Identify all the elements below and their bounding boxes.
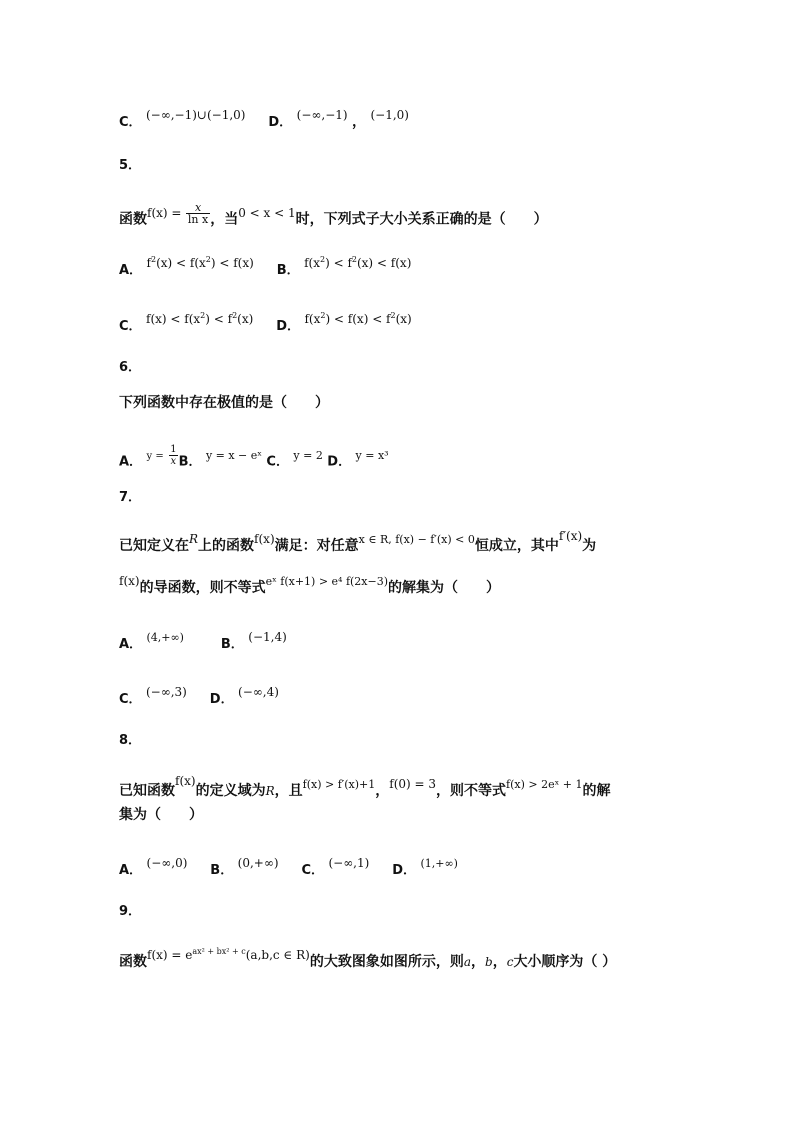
option-label-b: B．: [210, 863, 234, 878]
question-number-9: 9．: [119, 904, 142, 919]
option-label-a: A．: [119, 863, 143, 878]
q8-option-d-expression: (1,+∞): [420, 857, 458, 870]
q8-inequality: f(x) > 2eˣ + 1: [506, 778, 583, 791]
q5-option-c-expression: $f(x) < f(x^2) < f^2(x)$: [146, 311, 254, 326]
q7-options-cd: [119, 685, 694, 710]
option-label-b: B．: [220, 637, 244, 652]
q5-options-ab: [119, 255, 694, 282]
option-label-a: A．: [119, 454, 143, 470]
q7-option-c-expression: (−∞,3): [146, 685, 187, 699]
q5-option-a-expression: $f^2(x) < f(x^2) < f(x)$: [146, 255, 254, 270]
option-label-b: B．: [178, 454, 202, 470]
q6-option-d-expression: y = x³: [355, 448, 389, 462]
q5-fraction: $\frac{x}{\text{ln x}}$: [187, 201, 209, 226]
option-label-d: D．: [392, 863, 417, 878]
q6-option-c-expression: y = 2: [293, 448, 323, 462]
q9-stem: 函数$f(x) = e^{ax^2 + bx^2 + c}(a,b,c$ ∈ R)的大致图象如图所示，则a，b，c大小顺序为（ ）: [119, 947, 617, 970]
q5-function-lhs: f(x) =: [147, 205, 182, 220]
q7-stem-line-2: f(x)的导函数，则不等式eˣ f(x+1) > e⁴ f(2x−3)的解集为（ ）: [119, 578, 694, 599]
question-number-7: 7．: [119, 490, 142, 505]
q6-options: [119, 444, 694, 474]
q8-options: [119, 856, 694, 881]
option-label-c: C．: [119, 319, 142, 334]
question-number-5: 5．: [119, 158, 142, 173]
option-label-d: D．: [327, 454, 352, 470]
q8-condition-1: f(x) > f′(x)+1: [302, 778, 376, 791]
q7-options-ab: [119, 630, 694, 655]
q7-stem-line-1: 已知定义在R上的函数f(x)满足：对任意x ∈ R, f(x) − f′(x) < 0恒成立，其中f′(x)为: [119, 536, 694, 557]
q7-fx: f(x): [254, 532, 275, 546]
q7-option-b-expression: (−1,4): [248, 630, 287, 644]
question-number-8: 8．: [119, 733, 142, 748]
q7-option-a-expression: (4,+∞): [146, 631, 184, 644]
option-label-c: C．: [301, 863, 324, 878]
option-label-d: D．: [209, 692, 234, 707]
q6-option-a-fraction: $\frac{1}{x}$: [170, 444, 177, 467]
q7-fx-2: f(x): [119, 574, 140, 588]
option-label-c: C．: [119, 115, 142, 130]
q5-option-d-expression: $f(x^2) < f(x) < f^2(x)$: [304, 311, 412, 326]
q5-option-b-expression: $f(x^2) < f^2(x) < f(x)$: [304, 255, 412, 270]
q5-stem: 函数f(x) = $\frac{x}{\text{ln x}}$ ，当0 < x < 1时，下列式子大小关系正确的是（ ）: [119, 201, 548, 228]
q7-option-d-expression: (−∞,4): [238, 685, 279, 699]
q7-fpx: f′(x): [558, 529, 583, 543]
question-number-6: 6．: [119, 360, 142, 375]
q5-options-cd: [119, 311, 694, 338]
q8-option-a-expression: (−∞,0): [146, 856, 188, 870]
q7-inequality: eˣ f(x+1) > e⁴ f(2x−3): [265, 575, 389, 588]
option-d-expression-1: (−∞,−1): [296, 108, 348, 122]
q9-function: $f(x) = e^{ax^2 + bx^2 + c}$: [147, 947, 246, 962]
q8-stem-line-1: 已知函数f(x)的定义域为R，且f(x) > f′(x)+1，f(0) = 3，则不等式f(x) > 2eˣ + 1的解: [119, 781, 694, 802]
option-label-a: A．: [119, 637, 143, 652]
q8-option-b-expression: (0,+∞): [237, 856, 279, 870]
option-label-a: A．: [119, 263, 143, 278]
q9-domain: (a,b,c ∈ R): [245, 948, 310, 962]
q5-condition: 0 < x < 1: [238, 205, 296, 220]
q8-stem-line-2: 集为（ ）: [119, 807, 203, 823]
q8-option-c-expression: (−∞,1): [328, 856, 370, 870]
q6-option-a-lhs: y =: [146, 450, 164, 462]
option-label-d: D．: [276, 319, 300, 334]
q6-stem: 下列函数中存在极值的是（ ）: [119, 395, 329, 411]
q7-condition: x ∈ R, f(x) − f′(x) < 0: [358, 533, 475, 546]
option-label-c: C．: [266, 454, 289, 470]
option-d-separator: ，: [352, 114, 367, 130]
option-label-b: B．: [276, 263, 300, 278]
option-label-d: D．: [268, 115, 293, 130]
option-label-c: C．: [119, 692, 142, 707]
q8-condition-2: f(0) = 3: [389, 777, 437, 791]
option-d-expression-2: (−1,0): [370, 108, 409, 122]
option-c-expression: (−∞,−1)∪(−1,0): [146, 108, 246, 122]
q6-option-b-expression: y = x − eˣ: [205, 448, 262, 462]
q4-options-cd: [119, 108, 694, 133]
q8-fx: f(x): [175, 774, 196, 788]
